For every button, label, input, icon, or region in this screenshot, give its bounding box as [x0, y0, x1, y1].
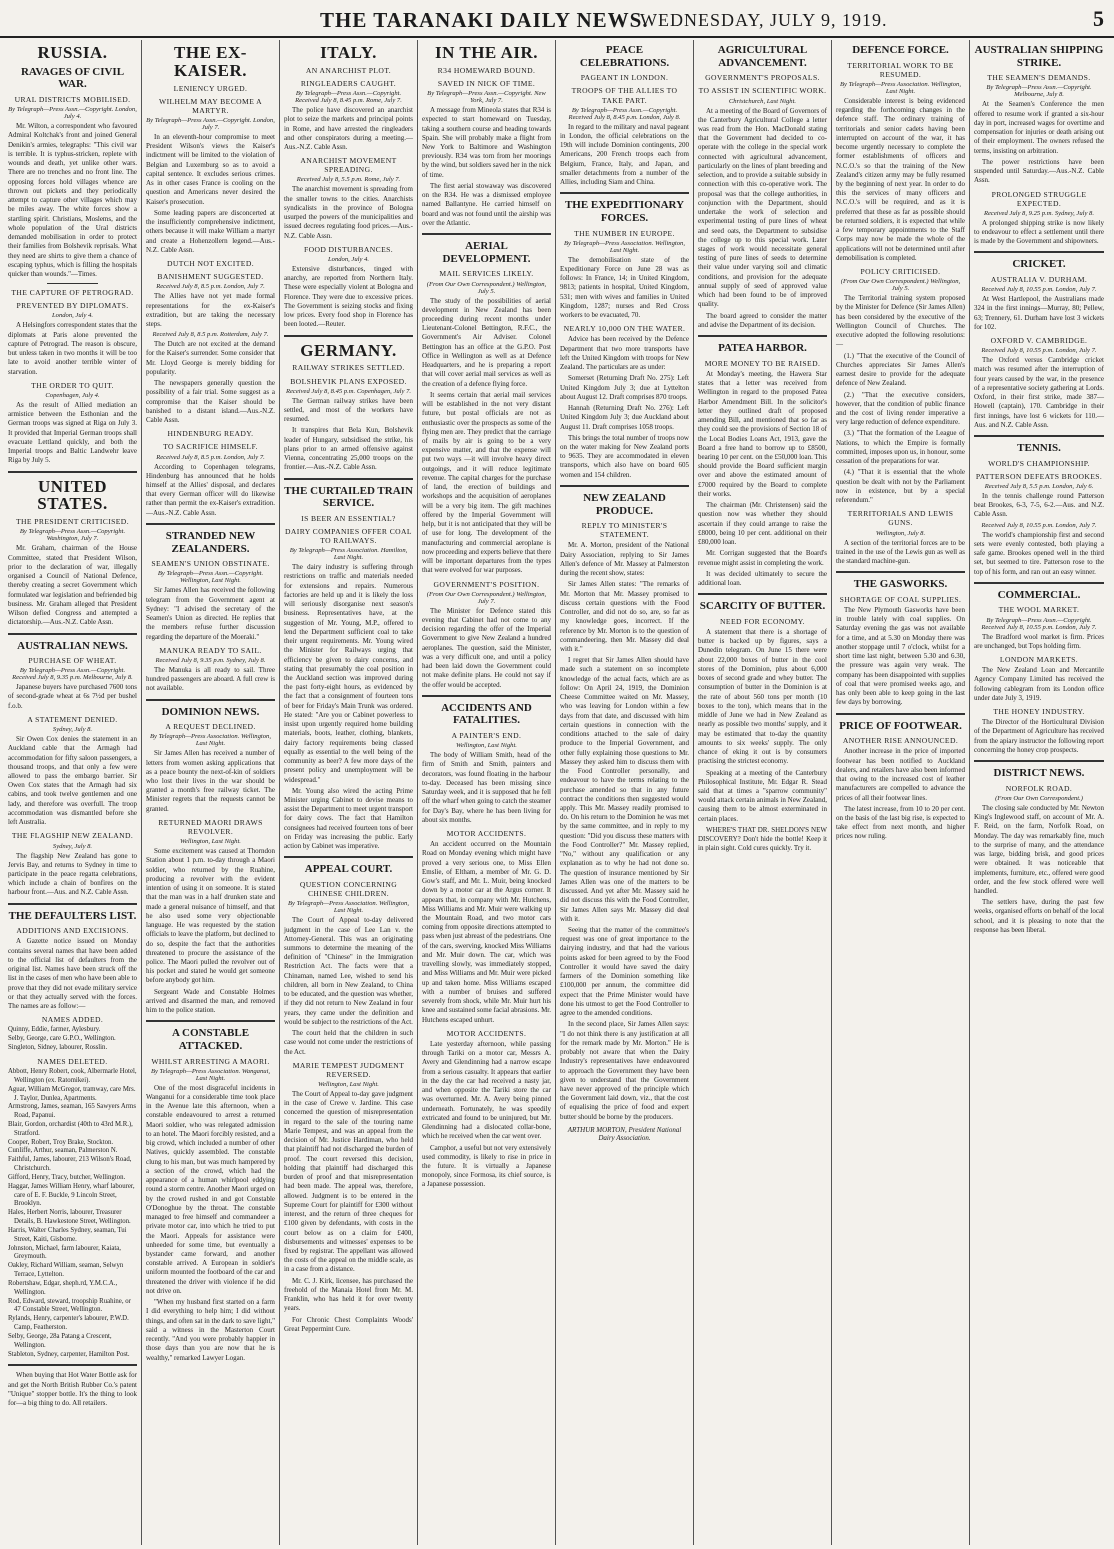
- article-headline: AGRICULTURAL ADVANCEMENT.: [717, 44, 808, 69]
- sub-headline: A REQUEST DECLINED.: [165, 722, 256, 732]
- paragraph: The Court of Appeal to-day delivered judgment in the case of Lee Lan v. the Attorney-General. This was an originating summons to determine the meaning of the definition of "Chinese" in the Immigration Restriction Act. The facts were that a Chinaman, named Lee, wished to send his children, all born in New Zealand, to China to be educated, and the question was whether, if they did not return to New Zealand in four years, they came under the definition and would be subject to the restrictions of the Act.: [284, 916, 413, 1026]
- paragraph: At the Seamen's Conference the men offered to resume work if granted a six-hour day in port, increased wages for overtime and compensation for injuries or death arising out of their employment. The owners refused the terms, insisting on arbitration.: [974, 100, 1104, 155]
- sub-headline: WILHELM MAY BECOME A MARTYR.: [159, 96, 262, 115]
- list-item: Hales, Herbert Norris, labourer, Treasurer Details, B. Hawkestone Street, Wellington.: [8, 1209, 131, 1226]
- sub-headline: THE PRESIDENT CRITICISED.: [15, 517, 129, 527]
- paragraph: For Chronic Chest Complaints Woods' Great Peppermint Cure.: [284, 1315, 413, 1333]
- divider: [422, 695, 551, 697]
- sub-headline: MAIL SERVICES LIKELY.: [439, 269, 534, 279]
- article-headline: DISTRICT NEWS.: [993, 767, 1085, 780]
- column-5: [556, 40, 694, 1545]
- dateline: Received July 8, 9.25 p.m. Sydney, July 8.: [983, 209, 1095, 217]
- sub-headline: NEARLY 10,000 ON THE WATER.: [563, 324, 686, 334]
- paragraph: The closing sale conducted by Mr. Newton King's Inglewood staff, on account of Mr. A. F. Reid, on the farm, Norfolk Road, on Monday. The day was remarkably fine, much to the surprise of many, and the attendance was large, bidding brisk, and good prices were obtained. It was noticeable that implements, furniture, etc., offered were good order, and the few stock offered were well handled.: [974, 803, 1104, 895]
- divider: [974, 435, 1104, 437]
- paragraph: Another increase in the price of imported footwear has been notified to Auckland dealers, and retailers have also been informed that owing to the increased cost of leather manufacturers are compelled to advance the prices of all their footwear lines.: [836, 747, 965, 802]
- masthead: [0, 0, 1114, 38]
- sub-headline: GOVERNMENT'S POSITION.: [433, 579, 540, 589]
- paragraph: "When my husband first started on a farm I did everything to help him; I did without things, and often sat in the dark to save light," said a witness in the Masterton Court recently. "And you were probably happier in those days than you are now that he is wealthy," remarked Lawyer Logan.: [146, 1298, 275, 1362]
- paragraph: Japanese buyers have purchased 7600 tons of second-grade wheat at 6s 7½d per bushel f.o.b.: [8, 683, 137, 710]
- article-headline: THE DEFAULTERS LIST.: [8, 909, 137, 922]
- dateline: Received July 8, 8.5 p.m. London, July 7.: [156, 453, 265, 461]
- sub-headline: BANISHMENT SUGGESTED.: [157, 272, 264, 282]
- divider: [974, 582, 1104, 584]
- divider: [8, 633, 137, 635]
- paragraph: The world's championship first and second sets were evenly contested, both playing a safe game. Brookes opened well in the third set, but seemed to tire. Patterson rose to the top of his form, and ran out an easy winner.: [974, 530, 1104, 576]
- article-headline: COMMERCIAL.: [997, 588, 1081, 601]
- paragraph: The German railway strikes have been settled, and most of the workers have resumed.: [284, 396, 413, 424]
- list-item: Stableton, Sydney, carpenter, Hamilton Post.: [8, 1350, 130, 1358]
- dateline: By Telegraph—Press Association. Wanganui, Last Night.: [150, 1067, 271, 1082]
- paragraph: When buying that Hot Water Bottle ask for and get the North British Rubber Co.'s patent "Unique" stopper bottle. It's the thing to look for—a big thing to do. All retailers.: [8, 1371, 137, 1408]
- paragraph: The dairy industry is suffering through restrictions on traffic and materials needed for extensions and repairs. Numerous factories are held up and it is likely the loss will seriously disorganise next season's business. Representatives have, at the suggestion of Mr. Young, M.P., offered to lend the Department sufficient coal to take their urgent requirements. Mr. Young wired the Minister for Railways urging that efficiency be given to dairy concerns, and stating that presumably the coal position in the Auckland section was improved during the past forty-eight hours, as evidenced by the fact that a consignment of fourteen tons of beer for Friday's Main Trunk was ordered. He stated: "Are you or Cabinet powerless to insist upon urgently required home building materials, boots, leather, clothing, blankets, dairy factory requirements being classed equally as essential to the well being of the community as beer? A few more days of the present policy and unemployment will be widespread.": [284, 563, 413, 784]
- paragraph: At West Hartlepool, the Australians made 324 in the first innings—Murray, 80; Pellew, 63; Trennery, 61. Durham have lost 3 wickets for 102.: [974, 295, 1104, 331]
- divider: [8, 471, 137, 473]
- paragraph: At Monday's meeting, the Hawera Star states that a letter was received from Wellington in regard to the proposed Patea Harbor Amendment Bill. In the solicitor's letter they outlined draft of proposed amending Bill, and mentioned that so far as they could see the provisions of Section 18 of the Local Bodies Loans Act, 1913, gave the Board a free hand to borrow up to £8500, bearing 10 per cent. on the £50,000 loan. This should provide the Board sufficient margin over and above the estimated amount of £7000 required by the Board to complete their works.: [698, 369, 827, 498]
- paragraph: A Helsingfors correspondent states that the diplomats at Paris alone prevented the capture of Petrograd. The reason is obscure, but unless taken in two months it will be too late to avoid another terrible winter of starvation.: [8, 321, 137, 376]
- signature: ARTHUR MORTON, President National Dairy Association.: [567, 1125, 682, 1142]
- paragraph: The demobilisation state of the Expeditionary Force on June 28 was as follows: In France, 14; in United Kingdom, 9813; patients in hospital, United Kingdom, 531; men with wives and families in United Kingdom, 1287; nurses and Red Cross workers to be evacuated, 70.: [560, 255, 689, 320]
- paragraph: (2.) "That the executive considers, however, that the condition of public finance and the cost of living render imperative a very large reduction of defence expenditure.: [836, 390, 965, 427]
- paragraph: In an eleventh-hour compromise to meet President Wilson's views the Kaiser's indictment will be limited to the violation of Belgian and Luxemburg so as to avoid a capital sentence. It excludes serious crimes. As in other cases France is cooling on the question and Americans never desired the Kaiser's prosecution.: [146, 133, 275, 206]
- paragraph: The settlers have, during the past few weeks, organised efforts on behalf of the local school, and it is pleasing to note that the response has been liberal.: [974, 898, 1104, 934]
- article-headline: APPEAL COURT.: [304, 863, 393, 876]
- sub-headline: MANUKA READY TO SAIL.: [159, 645, 262, 655]
- divider: [974, 760, 1104, 762]
- paragraph: It transpires that Bela Kun, Bolshevik leader of Hungary, subsidised the strike, his plans prior to an armed offensive against Vienna, concentrating 25,000 troops on the frontier.—Aus.-N.Z. Cable Assn.: [284, 426, 413, 472]
- dateline: Received July 8, 10.55 p.m. London, July 7.: [981, 521, 1097, 529]
- sub-headline: TO SACRIFICE HIMSELF.: [163, 442, 258, 452]
- paragraph: The anarchist movement is spreading from the smaller towns to the cities. Anarchists syndicalists in the province of Bologna usurped the powers of the municipalities and issued decrees regulating food prices.—Aus.-N.Z. Cable Assn.: [284, 185, 413, 240]
- dateline: By Telegraph—Press Assn.—Copyright. Received July 8, 8.45 p.m. London, July 8.: [568, 106, 681, 121]
- paragraph: Sir James Allen has received the following telegram from the Government agent at Sydney: "I advised the secretary of the Seamen's Union as directed. He replies that the members refuse further discussion regarding the departure of the Moeraki.": [146, 586, 275, 641]
- sub-headline: RINGLEADERS CAUGHT.: [300, 78, 397, 88]
- sub-headline: AUSTRALIA V. DURHAM.: [990, 275, 1088, 285]
- divider: [284, 856, 413, 858]
- paragraph: Mr. Graham, chairman of the House Committee, stated that President Wilson, prior to the declaration of war, illegally organised a Council of National Defence, thereby creating a secret Government which formulated war legislation and befriended big business. Mr. Graham alleged that President Wilson defied Congress and attempted a dictatorship.—Aus.-N.Z. Cable Assn.: [8, 544, 137, 627]
- sub-headline: OXFORD V. CAMBRIDGE.: [990, 336, 1088, 346]
- sub-headline: THE ORDER TO QUIT.: [31, 380, 114, 390]
- paragraph: Mr. Wilton, a correspondent who favoured Admiral Koltchak's front and joined General Denikin's armies, telegraphs: "This civil war is terrible. It is typhus-stricken, replete with wounds and death, yet unlike other wars. There are no trenches and no front line. The opposing forces hold villages whence are thrown out pickets and they periodically attempt to capture other villages which may be miles away. The white forces show a startling spirit. Christians, Moslems, and the whole population of the Ural districts demanded mobilisation in order to protect their families from Bolshevik reprisals. What they need are shirts to give them a chance of escaping typhus, which is filling the hospitals quicker than wounds."—Times.: [8, 122, 137, 278]
- divider: [560, 485, 689, 487]
- list-item: Abbott, Henry Robert, cook, Albermarle Hotel, Wellington (ex. Ratomikei).: [8, 1068, 137, 1084]
- dateline: Received July 8, 8.5 p.m. Rotterdam, July 7.: [152, 331, 269, 339]
- divider: [47, 283, 99, 284]
- paragraph: Somerset (Returning Draft No. 275): Left United Kingdom July 3; due at Lyttelton about August 12. Draft comprises 870 troops.: [560, 374, 689, 401]
- paragraph: Hannah (Returning Draft No. 276): Left United Kingdom July 3; due Auckland about August 11. Draft comprises 1058 troops.: [560, 404, 689, 431]
- paragraph: Camphor, a useful but not very extensively used commodity, is likely to rise in price in the future. It is virtually a Japanese monopoly, since Formosa, its chief source, is a Japanese possession.: [422, 1143, 551, 1189]
- paragraph: The Manuka is all ready to sail. Three hundred passengers are aboard. A full crew is not available.: [146, 665, 275, 693]
- paragraph: According to Copenhagen telegrams, Hindenburg has announced that he holds himself at the Allies' disposal, and declares that every German officer will do likewise rather than permit the ex-Kaiser's extradition.—Aus.-N.Z. Cable Assn.: [146, 462, 275, 517]
- paragraph: The power restrictions have been suspended until Saturday.—Aus.-N.Z. Cable Assn.: [974, 157, 1104, 185]
- sub-headline: PAGEANT IN LONDON.: [580, 73, 669, 83]
- paragraph: The Allies have not yet made formal representations for the ex-Kaiser's extradition, but are taking the necessary steps.: [146, 292, 275, 328]
- paragraph: Extensive disturbances, tinged with anarchy, are reported from Northern Italy. These were especially violent at Bologna and Florence. They were due to excessive prices. The Government is seizing stocks and fixing low prices. Every food shop in Florence has been looted.—Reuter.: [284, 264, 413, 329]
- article-headline: CRICKET.: [1012, 258, 1066, 271]
- dateline: Sydney, July 8.: [52, 842, 93, 850]
- list-item: Faithful, James, labourer, 213 Wilson's Road, Christchurch.: [8, 1156, 132, 1173]
- article-headline: NEW ZEALAND PRODUCE.: [583, 491, 666, 517]
- section-headline: RUSSIA.: [37, 43, 108, 62]
- article-headline: DEFENCE FORCE.: [852, 44, 949, 56]
- column-2: [142, 40, 280, 1545]
- dateline: Christchurch, Last Night.: [728, 97, 797, 105]
- dateline: By Telegraph—Press Assn.—Copyright. Washington, July 7.: [19, 528, 126, 543]
- sub-headline: DUTCH NOT EXCITED.: [167, 259, 254, 269]
- divider: [284, 478, 413, 480]
- paragraph: This brings the total number of troops now on the water making for New Zealand ports to 9635. They are accommodated in eleven transports, which also have on board 605 women and 154 children.: [560, 433, 689, 479]
- list-item: Haggar, James William Henry, wharf labourer, care of E. F. Buckle, 9 Lincoln Street, Brooklyn.: [8, 1182, 135, 1208]
- paragraph: (1.) "That the executive of the Council of Churches appreciates Sir James Allen's earnest desire to provide for the adequate defence of New Zealand.: [836, 351, 965, 388]
- name-list: [8, 1068, 137, 1359]
- paragraph: The Oxford versus Cambridge cricket match was resumed after the interruption of four years caused by the war, in the presence of a representative society gathering at Lords. Oxford, in their first strike, made 387—Howell (captain), 170. Cambridge in their first innings, have lost 6 wickets for 110.—Aus. and N.Z. Cable Assn.: [974, 356, 1104, 429]
- column-8: [970, 40, 1108, 1545]
- article-headline: AERIAL DEVELOPMENT.: [442, 240, 531, 265]
- divider: [560, 192, 689, 194]
- paragraph: The newspapers generally question the possibility of a fair trial. Some suggest as a compromise that the Kaiser should be banished to a distant island.—Aus.-N.Z. Cable Assn.: [146, 379, 275, 425]
- dateline: By Telegraph—Press Association. Wellington, Last Night.: [840, 80, 961, 95]
- section-headline: UNITED STATES.: [37, 476, 108, 514]
- dateline: By Telegraph—Press Assn.—Copyright. Wellington, Last Night.: [157, 570, 264, 585]
- section-headline: IN THE AIR.: [435, 43, 538, 62]
- dateline: (From Our Own Correspondent.): [995, 794, 1083, 802]
- dateline: (From Our Own Correspondent.) Wellington, July 5.: [840, 278, 961, 293]
- paragraph: Some leading papers are disconcerted at the insufficiently comprehensive indictment, others because it will make William a martyr and create a Hohenzollern legend.—Aus.-N.Z. Cable Assn.: [146, 208, 275, 254]
- sub-headline: REPLY TO MINISTER'S STATEMENT.: [581, 521, 668, 540]
- paragraph: It was decided ultimately to secure the additional loan.: [698, 569, 827, 588]
- list-item: Oakley, Richard William, seaman, Selwyn Terrace, Lyttelton.: [8, 1262, 124, 1279]
- paragraph: The Dutch are not excited at the demand for the Kaiser's surrender. Some consider that Mr. Lloyd George is merely bidding for popularity.: [146, 340, 275, 376]
- paragraph: Sergeant Wade and Constable Holmes arrived and disarmed the man, and removed him to the police station.: [146, 987, 275, 1015]
- sub-headline: R34 HOMEWARD BOUND.: [437, 65, 536, 75]
- paragraph: The New Zealand Loan and Mercantile Agency Company Limited has received the following cablegram from its London office under date July 3, 1919.: [974, 666, 1104, 702]
- paragraph: The body of William Smith, head of the firm of Smith and Smith, painters and decorators, was found floating in the harbour to-day. Deceased has been missing since Saturday week, and it is supposed that he fell off the wharf when going to catch the steamer for Day's Bay, where he has been living for about six months.: [422, 751, 551, 824]
- article-headline: A CONSTABLE ATTACKED.: [171, 1027, 250, 1053]
- paragraph: It seems certain that aerial mail services will be established in the not very distant future, but postal officials are not as enthusiastic over the prospects as some of the flying men are. They predict that the carriage of mails by air is going to be a very expensive matter, and that the expense will put two ways —it will involve heavy direct outgoings, and it will reduce legitimate revenue. The capital charges for the purchase of land, the erection of buildings and workshops and the acquisition of aeroplanes will be a very big item. The gift machines offered by the Imperial Government will help, but it is not anticipated that they will be of use for long. The development of the manufacturing and commercial aeroplane is now proceeding and experts believe that there will be important departures from the types that were evolved for war purposes.: [422, 390, 551, 575]
- dateline: Copenhagen, July 4.: [45, 391, 100, 399]
- dateline: London, July 4.: [51, 312, 94, 320]
- sub-headline: LENIENCY URGED.: [173, 83, 248, 93]
- issue-date: WEDNESDAY, JULY 9, 1919.: [640, 10, 888, 30]
- paragraph: In regard to the military and naval pageant in London, the official celebrations on the 19th will include Dominion contingents, 200 Americans, 200 French troops each from Belgium, France, Italy, and Japan, and smaller detachments from a number of the Allies, including Siam and China.: [560, 122, 689, 187]
- dateline: Received July 8, 5.5 p.m. Rome, July 7.: [296, 176, 401, 184]
- column-7: [832, 40, 970, 1545]
- section-headline: ITALY.: [320, 43, 377, 62]
- paragraph: The flagship New Zealand has gone to Jervis Bay, and returns to Sydney in time to participate in the peace regatta celebrations, which include a chain of bonfires on the harbour front.—Aus. and N.Z. Cable Assn.: [8, 851, 137, 897]
- paragraph: The latest increase, from 10 to 20 per cent. on the basis of the last big rise, is expected to take effect from next month, and higher prices now ruling.: [836, 804, 965, 841]
- divider: [974, 251, 1104, 253]
- sub-headline: THE WOOL MARKET.: [998, 605, 1080, 615]
- dateline: By Telegraph—Press Assn.—Copyright. Melbourne, July 8.: [986, 84, 1092, 99]
- column-1: [4, 40, 142, 1545]
- paragraph: The police have discovered an anarchist plot to seize the markets and principal points in Rome, and have arrested the ringleaders and other conspirators during a meeting.—Aus.-N.Z. Cable Assn.: [284, 106, 413, 151]
- dateline: Wellington, Last Night.: [318, 1081, 379, 1089]
- dateline: By Telegraph—Press Association. Wellington, Last Night.: [150, 733, 271, 748]
- sub-headline: WORLD'S CHAMPIONSHIP.: [988, 458, 1090, 468]
- sub-headline: ANARCHIST MOVEMENT SPREADING.: [300, 156, 397, 175]
- dateline: Received July 8, 10.55 p.m. London, July 7.: [981, 347, 1097, 355]
- paragraph: The Court of Appeal to-day gave judgment in the case of Crewe v. Jardine. This case concerned the question of misrepresentation in regard to the sale of the touring name Marie Tempest, and was an appeal from the decision of Mr. Justice Hardiman, who held that plaintiff had not discharged the burden of proof. The court reversed this decision, holding that plaintiff had discharged this burden of proof and that misrepresentation had been made. The appeal was, therefore, allowed. Judgment is to be entered in the Supreme Court for plaintiff for £300 without interest, and the return of three cheques for £100 given by defendants, with costs in the court below as on a claim for £400, disbursements and witnesses' expenses to be fixed by registrar. The appellant was allowed the costs of the appeal on the middle scale, as in a case from a distance.: [284, 1090, 413, 1274]
- sub-headline: RETURNED MAORI DRAWS REVOLVER.: [158, 817, 263, 837]
- sub-headline: BOLSHEVIK PLANS EXPOSED.: [290, 376, 407, 386]
- sub-headline: PURCHASE OF WHEAT.: [28, 656, 117, 666]
- dateline: Received July 8, 8.45 p.m. Copenhagen, July 7.: [285, 387, 412, 395]
- list-item: Selby, George, 28a Patang a Crescent, Wellington.: [8, 1332, 112, 1349]
- list-item: Rylands, Henry, carpenter's labourer, P.W.D. Camp, Featherston.: [8, 1315, 129, 1332]
- paragraph: The court held that the children in such case would not come under the restrictions of the Act.: [284, 1029, 413, 1056]
- article-headline: PRICE OF FOOTWEAR.: [839, 719, 962, 732]
- divider: [146, 523, 275, 525]
- article-headline: RAVAGES OF CIVIL WAR.: [20, 65, 125, 91]
- paragraph: The first aerial stowaway was discovered on the R34. He was a dismissed employee named Ballantyne. He carried himself on board and was not found until the airship was over the Atlantic.: [422, 181, 551, 227]
- paragraph: Sir Owen Cox denies the statement in an Auckland cable that the Armagh had accommodation for fifty saloon passengers, a thousand troops, and that only a few were allowed to pass the embargo barrier. Sir Owen Cox states that the Armagh had six cabins, and took twelve gentlemen and one lady, and therefore was overfull. The troop accommodation was dismantled before she left Australia.: [8, 735, 137, 827]
- sub-headline: PREVENTED BY DIPLOMATS.: [16, 301, 129, 311]
- list-item: Cunliffe, Arthur, seaman, Palmerston N.: [8, 1147, 118, 1155]
- paragraph: Mr. C. J. Kirk, licensee, has purchased the freehold of the Manaia Hotel from Mr. M. Franklin, who has held it for over twenty years.: [284, 1276, 413, 1313]
- paragraph: Seeing that the matter of the committee's request was one of great importance to the dairying industry, and that had the various points asked for been agreed to by the Food Controller it would have saved the dairy farmers of the Dominion something like £100,000 per annum, the committee did expect that the Prime Minister would have done his utmost to get the Food Controller to agree to the amended conditions.: [560, 926, 689, 1018]
- paragraph: In the tennis challenge round Patterson beat Brookes, 6-3, 7-5, 6-2.—Aus. and N.Z. Cable Assn.: [974, 491, 1104, 519]
- article-headline: THE EXPEDITIONARY FORCES.: [564, 199, 685, 224]
- article-headline: ACCIDENTS AND FATALITIES.: [441, 701, 532, 727]
- list-item: Rod, Edward, steward, troopship Ruahine, or 47 Constable Street, Wellington.: [8, 1297, 131, 1314]
- paragraph: The Bradford wool market is firm. Prices are unchanged, but Tops holding firm.: [974, 632, 1104, 650]
- paragraph: WHERE'S THAT DR. SHELDON'S NEW DISCOVERY? Don't hide the bottle! Keep it in plain sight. Cold cures quickly. Try it.: [698, 825, 827, 853]
- paragraph: The New Plymouth Gasworks have been in trouble lately with coal supplies. On Saturday evening the gas was not available for a time, and at 5.30 on Monday there was another stoppage until 7 o'clock, whilst for a short time last night, between 5.30 and 6.30, the pressure was again very weak. The company has been disappointed with supplies of coal that were promised weeks ago, and has only been able to keep going in the last few days by borrowing.: [836, 606, 965, 707]
- dateline: (From Our Own Correspondent.) Wellington, July 7.: [426, 590, 547, 605]
- paragraph: Speaking at a meeting of the Canterbury Philosophical Institute, Mr. Edgar R. Stead said that at times a "sparrow community" would attack certain animals in New Zealand, causing them to be almost exterminated in certain places.: [698, 768, 827, 823]
- divider: [146, 1020, 275, 1022]
- list-item: Robertshaw, Edgar, sheph.rd, Y.M.C.A., Wellington.: [8, 1279, 118, 1296]
- list-item: Blair, Gordon, orchardist (40th to 43rd M.R.), Stratford.: [8, 1120, 133, 1137]
- dateline: By Telegraph—Press Assn.—Copyright. Received July 8, 10.55 p.m. London, July 7.: [981, 616, 1097, 631]
- name-list: [8, 1026, 137, 1052]
- paragraph: A statement that there is a shortage of butter is backed up by figures, says a Dunedin telegram. On June 15 there were about 22,000 boxes of butter in the cool stores of the Dominion, plus about 6,000 boxes of second grade and whey butter. The consumption of butter in the Dominion is at the rate of about 560 tons per month (10 boxes to the ton), which means that in the middle of June we had in New Zealand as nearly as possible two months' supply, and it may be estimated that to-day the quantity amounts to six weeks' supply. The only chance of eking it out is by consumers practising the strictest economy.: [698, 628, 827, 766]
- dateline: Wellington, Last Night.: [180, 838, 241, 846]
- sub-headline: THE CAPTURE OF PETROGRAD.: [11, 288, 134, 298]
- column-6: [694, 40, 832, 1545]
- sub-headline: GOVERNMENT'S PROPOSALS.: [705, 73, 820, 83]
- dateline: By Telegraph—Press Assn.—Copyright. London, July 4.: [8, 106, 137, 121]
- sub-headline: HINDENBURG READY.: [167, 429, 254, 439]
- dateline: By Telegraph—Press Assn.—Copyright. New York, July 7.: [427, 90, 546, 105]
- article-headline: STRANDED NEW ZEALANDERS.: [165, 529, 256, 555]
- paragraph: Some excitement was caused at Thorndon Station about 1 p.m. to-day through a Maori soldier, who returned by the Ruahine, producing a revolver with the evident intention of using it on someone. It is stated that the man was in a half drunken state and made a general nuisance of himself, and that he also used some very objectionable language. He was requested by the station officials to leave the platform, but declined to do so, despite the fact that the authorities threatened to procure the assistance of the police. The Maori pulled the revolver out of his pocket and stated he would get someone before anybody got him.: [146, 847, 275, 985]
- paragraph: Late yesterday afternoon, while passing through Tariki on a motor car, Messrs A. Avery and Glendinning had a narrow escape from a serious casualty. It appears that earlier in the day the car had received a nasty jar, and when opposite the Tariki store the car was overturned. Mr. A. Avery being pinned underneath. Fortunately, he was speedily extricated and found to be uninjured, but Mr. Glendinning had a dislocated collar-bone, which he received when the car went over.: [422, 1039, 551, 1141]
- sub-headline: PROLONGED STRUGGLE EXPECTED.: [991, 189, 1087, 208]
- paragraph: A message from Mineola states that R34 is expected to start homeward on Tuesday, taking a southern course and heading towards Spain. She will probably make a flight from New York to Baltimore and Washington previously. R34 was torn from her moorings by the wind, but soldiers saved her in the nick of time.: [422, 106, 551, 179]
- section-headline: GERMANY.: [300, 340, 397, 360]
- sub-headline: THE NUMBER IN EUROPE.: [574, 228, 675, 238]
- article-headline: THE CURTAILED TRAIN SERVICE.: [284, 484, 413, 510]
- sub-headline: TO ASSIST IN SCIENTIFIC WORK.: [698, 86, 827, 96]
- article-headline: PATEA HARBOR.: [718, 342, 807, 355]
- newspaper-title: THE TARANAKI DAILY NEWS.: [320, 8, 649, 32]
- article-headline: PEACE CELEBRATIONS.: [579, 44, 670, 69]
- list-item: Singleton, Sidney, labourer, Rosslin.: [8, 1044, 108, 1052]
- dateline: Wellington, July 8.: [875, 529, 926, 537]
- divider: [8, 1364, 137, 1366]
- paragraph: A Gazette notice issued on Monday contains several names that have been added to the official list of defaulters from the original list. Names have been struck off the list in the cases of men who have been able to prove that they did not evade military service or that they actually served with the forces. The names are as follow:—: [8, 937, 137, 1011]
- dateline: By Telegraph—Press Assn.—Copyright. London, July 7.: [146, 117, 275, 132]
- dateline: By Telegraph—Press Association. Wellington, Last Night.: [288, 900, 409, 915]
- sub-headline: FOOD DISTURBANCES.: [303, 244, 394, 254]
- paragraph: I regret that Sir James Allen should have made such a statement on so incomplete knowledge of the actual facts, which are as follow: On April 24, 1919, the Dominion Cheese Committee waited on Mr. Massey, who was leaving for London within a few days from that date, and discussed with him certain questions in connection with the conditions attached to the sale of dairy produce to the Imperial Government, and other fully explaining those questions to Mr. Massey they asked him to discuss them with the Food Controller personally, and endeavour to have the terms relating to the purchase amended so that in any future contract the conditions then suggested would apply. This Mr. Massey readily promised to do. On his return to the Dominion he was met by the same committee, and in reply to my question: "Did you discuss these matters with the Food Controller?" Mr. Massey replied, "No," without any qualification or any explanation as to why he had not done so. The question of insurance mentioned by Sir James Allen was one of the matters to be discussed. And yet after Mr. Massey said he did not discuss this with the Food Controller, Sir James Allen says Mr. Massey did deal with it.: [560, 656, 689, 923]
- paragraph: At a meeting of the Board of Governors of the Canterbury Agricultural College a letter was read from the Hon. MacDonald stating that the Government had decided to co-operate with the college in the special work connected with agricultural advancement, particularly on the lines of plant breeding and selection, and to provide a suitable subsidy in connection with this co-operative work. The proposal was that the college authorities, in conjunction with the Department, should undertake the work of selection and experimental testing of pure lines of wheat and seed oats, the Department to subsidise the college up to this special work. Later stages of work would necessitate general testing of pure lines of seeds to determine their value under varying soil and climatic conditions, and provision for the adequate annual supply of seed of approved value which had been found to be of improved quality.: [698, 106, 827, 309]
- sub-headline: NEED FOR ECONOMY.: [720, 616, 805, 626]
- dateline: By Telegraph—Press Assn.—Copyright. Received July 8, 8.45 p.m. Rome, July 7.: [295, 90, 402, 105]
- paragraph: (3.) "That the formation of the League of Nations, to which the Empire is formally committed, imposes upon us, in honour, some cessation of the preparations for war.: [836, 429, 965, 466]
- sub-headline: MOTOR ACCIDENTS.: [446, 829, 527, 839]
- paragraph: The Territorial training system proposed by the Minister for Defence (Sir James Allen) has been considered by the executive of the Wellington Council of Churches. The executive adopted the following resolutions:—: [836, 294, 965, 349]
- sub-headline: QUESTION CONCERNING CHINESE CHILDREN.: [299, 880, 398, 899]
- paragraph: Considerable interest is being evidenced regarding the forthcoming changes in the defence staff. The ordinary training of territorials and senior cadets having been interrupted on account of the war, it has become urgently necessary to complete the former establishments of officers and N.C.O.'s so that the training of the New Zealand's citizen army may be fully resumed by the beginning of next year. In order to do this the services of many officers and N.C.O.'s will be required, and as it is preferred that these as far as possible should be returned soldiers, it is expected that while a few temporary appointments to the Staff Corps may now be made the whole of the applications will not be determined until after demobilisation is completed.: [836, 96, 965, 262]
- dateline: Wellington, Last Night.: [456, 742, 517, 750]
- divider: [8, 903, 137, 905]
- paragraph: A section of the territorial forces are to be trained in the use of the Lewis gun as well as the standard machine-gun.: [836, 538, 965, 566]
- dateline: By Telegraph—Press Assn.—Copyright. Received July 8, 9.35 p.m. Melbourne, July 8.: [12, 667, 133, 682]
- paragraph: One of the most disgraceful incidents in Wanganui for a considerable time took place in the Avenue late this afternoon, when a constable endeavoured to arrest a returned Maori soldier, who was relegated admission to an hotel. The Maori forcibly resisted, and a big crowd, which included a number of other Natives, quickly assembled. The constable clung to his man, but was much hampered by a section of the crowd, which had the appearance of a human whirlpool eddying round a storm centre. Another Maori urged on by the crowd rushed in and got Constable O'Donoghue by the throat. The constable managed to free himself and commandeer a private motor car, into which he tried to put the Maori. Appeals for assistance were unheeded for some time, but eventually a bystander came forward, and another constable arrived. A European in soldier's uniform mounted the footboard of the car and threatened the driver with violence if he did not drive on.: [146, 1083, 275, 1295]
- paragraph: The Minister for Defence stated this evening that Cabinet had not come to any decision regarding the offer of the Imperial Government to give New Zealand a hundred aeroplanes. The question, said the Minister, was a very difficult one, and until a policy had been laid down the Government could not make definite plans. He could not say if the offer would be accepted.: [422, 606, 551, 689]
- dateline: Sydney, July 8.: [52, 726, 93, 734]
- sub-headline: NAMES DELETED.: [37, 1056, 108, 1066]
- list-item: Cooper, Robert, Troy Brake, Stockton.: [8, 1138, 114, 1146]
- article-headline: DOMINION NEWS.: [161, 705, 260, 718]
- paragraph: The Director of the Horticultural Division of the Department of Agriculture has received from the apiary instructor the following report concerning the honey crop prospects.: [974, 718, 1104, 754]
- sub-headline: A STATEMENT DENIED.: [27, 714, 118, 724]
- paragraph: A prolonged shipping strike is now likely to endeavour to effect a settlement until there is made by the Government and shipowners.: [974, 218, 1104, 246]
- paragraph: The board agreed to consider the matter and advise the Department of its decision.: [698, 311, 827, 329]
- paragraph: The study of the possibilities of aerial development in New Zealand has been proceeding during recent months under Lieutenant-Colonel Bettington, R.F.C., the Government's Air Adviser. Colonel Bettington has an office at the G.P.O. Post Office in Wellington as well as at Defence Headquarters, and he is preparing a report that will cover aerial mail services as well as the creation of a defence flying force.: [422, 296, 551, 388]
- sub-headline: TERRITORIALS AND LEWIS GUNS.: [847, 509, 954, 528]
- sub-headline: TERRITORIAL WORK TO BE RESUMED.: [847, 60, 954, 79]
- article-headline: THE GASWORKS.: [853, 578, 948, 591]
- sub-headline: SAVED IN NICK OF TIME.: [437, 78, 536, 88]
- paragraph: An accident occurred on the Mountain Road on Monday evening which might have proved a very serious one, to Miss Ellen Emslie, of Eltham, a member of Mr. G. D. Gow's staff, and Mr. L. Muir, being knocked down by a motor car at the Argus corner. It appears that, in company with Mr. Hutchens, Miss Williams and Mr. Muir were walking up the Mountain Road, and two motor cars coming from opposite directions attempted to pass when just abreast of the pedestrians. One of the cars, swerving, knocked Miss Williams and Mr. Muir down. The car, which was travelling slowly, was immediately stopped, and Miss Williams and Mr. Muir were picked up and taken home. Miss Williams escaped with a number of bruises and suffered severely from shock, while Mr. Muir hurt his knee and sustained some facial abrasions. Mr. Hutchens escaped unhurt.: [422, 840, 551, 1024]
- paragraph: In the second place, Sir James Allen says: "I do not think there is any justification at all for the remark made by Mr. Morton." He is probably not aware that when the Dairy Industry's representatives have endeavoured to approach the Government they have been given to understand that the Government have never approved of the principle which the Government laid down, viz., that the cost of equalising the price of food and expert butter should be borne by the producers.: [560, 1020, 689, 1121]
- divider: [284, 335, 413, 337]
- sub-headline: MORE MONEY TO BE RAISED.: [704, 358, 821, 368]
- list-item: Selby, George, care G.P.O., Wellington.: [8, 1035, 116, 1043]
- page-number: 5: [1093, 6, 1104, 31]
- divider: [698, 335, 827, 337]
- list-item: Gifford, Henry, Tracy, butcher, Wellington.: [8, 1173, 126, 1181]
- sub-headline: ADDITIONS AND EXCISIONS.: [16, 926, 129, 936]
- sub-headline: RAILWAY STRIKES SETTLED.: [292, 363, 405, 373]
- sub-headline: AN ANARCHIST PLOT.: [305, 65, 392, 75]
- list-item: Johnston, Michael, farm labourer, Kaiata, Greymouth.: [8, 1244, 121, 1261]
- sub-headline: TROOPS OF THE ALLIES TO TAKE PART.: [571, 86, 678, 105]
- list-item: Quinny, Eddie, farmer, Aylesbury.: [8, 1026, 101, 1034]
- sub-headline: URAL DISTRICTS MOBILISED.: [14, 95, 131, 105]
- article-headline: AUSTRALIAN SHIPPING STRIKE.: [974, 44, 1104, 69]
- sub-headline: SHORTAGE OF COAL SUPPLIES.: [839, 594, 962, 604]
- dateline: Received July 8, 8.5 p.m. London, July 7.: [156, 283, 265, 291]
- dateline: Received July 8, 9.35 p.m. Sydney, July 8.: [155, 656, 266, 664]
- sub-headline: A PAINTER'S END.: [451, 731, 522, 741]
- dateline: By Telegraph—Press Association. Wellington, Last Night.: [564, 239, 685, 254]
- columns: [4, 40, 1110, 1545]
- sub-headline: THE SEAMEN'S DEMANDS.: [987, 73, 1091, 83]
- dateline: Received July 8, 10.55 p.m. London, July 7.: [981, 286, 1097, 294]
- paragraph: (4.) "That it is essential that the whole question be dealt with not by the Parliament now in existence, but by a special referendum.": [836, 468, 965, 505]
- divider: [422, 233, 551, 235]
- sub-headline: DAIRY COMPANIES OFFER COAL TO RAILWAYS.: [285, 526, 412, 546]
- list-item: Harris, Walter Charles Sydney, seaman, Tui Street, Kaiti, Gisborne.: [8, 1226, 127, 1243]
- sub-headline: POLICY CRITICISED.: [860, 267, 941, 277]
- divider: [836, 713, 965, 715]
- sub-headline: WHILST ARRESTING A MAORI.: [151, 1056, 270, 1066]
- list-item: Armstrong, James, seaman, 165 Sawyers Arms Road, Papanui.: [8, 1103, 136, 1120]
- sub-headline: THE HONEY INDUSTRY.: [993, 707, 1085, 717]
- sub-headline: PATTERSON DEFEATS BROOKES.: [975, 471, 1103, 481]
- sub-headline: NAMES ADDED.: [41, 1015, 104, 1025]
- paragraph: Mr. A. Morton, president of the National Dairy Association, replying to Sir James Allen's defence of Mr. Massey at Palmerston during the recent show, states:: [560, 541, 689, 578]
- dateline: By Telegraph—Press Association. Hamilton, Last Night.: [289, 547, 408, 562]
- dateline: Received July 8, 5.5 p.m. London, July 6.: [984, 482, 1094, 490]
- article-headline: TENNIS.: [1017, 442, 1061, 455]
- dateline: London, July 4.: [327, 255, 370, 263]
- divider: [146, 699, 275, 701]
- column-4: [418, 40, 556, 1545]
- paragraph: As the result of Allied mediation an armistice between the Esthonian and the German troops was signed at Riga on July 3. It provided that Imperial German troops shall evacuate Lettland quickly, and both the Imperial troops and Baltic Landwehr leave Riga by July 5.: [8, 400, 137, 465]
- paragraph: Sir James Allen states: "The remarks of Mr. Morton that Mr. Massey promised to discuss certain questions with the Food Controller, and did not do so, are, so far as my knowledge goes, incorrect. If the reference by Mr. Morton is to the question of commandeering, then Mr. Massey did deal with it.": [560, 580, 689, 653]
- column-3: [280, 40, 418, 1545]
- paragraph: Mr. Corrigan suggested that the Board's revenue might assist in completing the work.: [698, 549, 827, 567]
- paragraph: Sir James Allen has received a number of letters from women asking applications that as a peace bounty the next-of-kin of soldiers who lost their lives in the war should be granted a month's free railway ticket. The Minister regrets that the requests cannot be granted.: [146, 749, 275, 813]
- divider: [698, 593, 827, 595]
- sub-headline: ANOTHER RISE ANNOUNCED.: [842, 736, 959, 746]
- dateline: (From Our Own Correspondent.) Wellington, July 5.: [426, 280, 547, 295]
- section-headline: THE EX-KAISER.: [174, 43, 247, 80]
- divider: [836, 571, 965, 573]
- article-headline: SCARCITY OF BUTTER.: [699, 600, 826, 613]
- sub-headline: MARIE TEMPEST JUDGMENT REVERSED.: [292, 1060, 405, 1079]
- paragraph: Mr. Young also wired the acting Prime Minister urging Cabinet to devise means to assist the Department to meet urgent transport for dairy cows. The fact that Hamilton consignees had received fourteen tons of beer on Friday was increasing the public. Early action by Cabinet was imperative.: [284, 786, 413, 851]
- sub-headline: IS BEER AN ESSENTIAL?: [301, 513, 396, 523]
- list-item: Aguar, William McGregor, tramway, care Mrs. J. Taylor, Dunlea, Apartments.: [8, 1085, 136, 1102]
- paragraph: The chairman (Mr. Christensen) said the question now was whether they should ascertain if they could arrange to raise the £8000, being 10 per cent. additional on their £80,000 loan.: [698, 501, 827, 547]
- sub-headline: THE FLAGSHIP NEW ZEALAND.: [11, 831, 134, 841]
- paragraph: Advice has been received by the Defence Department that two more transports have left the United Kingdom with troops for New Zealand. The particulars are as under:: [560, 335, 689, 372]
- sub-headline: LONDON MARKETS.: [999, 655, 1079, 665]
- sub-headline: SEAMEN'S UNION OBSTINATE.: [151, 559, 270, 569]
- sub-headline: NORFOLK ROAD.: [1005, 783, 1073, 793]
- sub-headline: MOTOR ACCIDENTS.: [446, 1028, 527, 1038]
- article-headline: AUSTRALIAN NEWS.: [17, 639, 128, 652]
